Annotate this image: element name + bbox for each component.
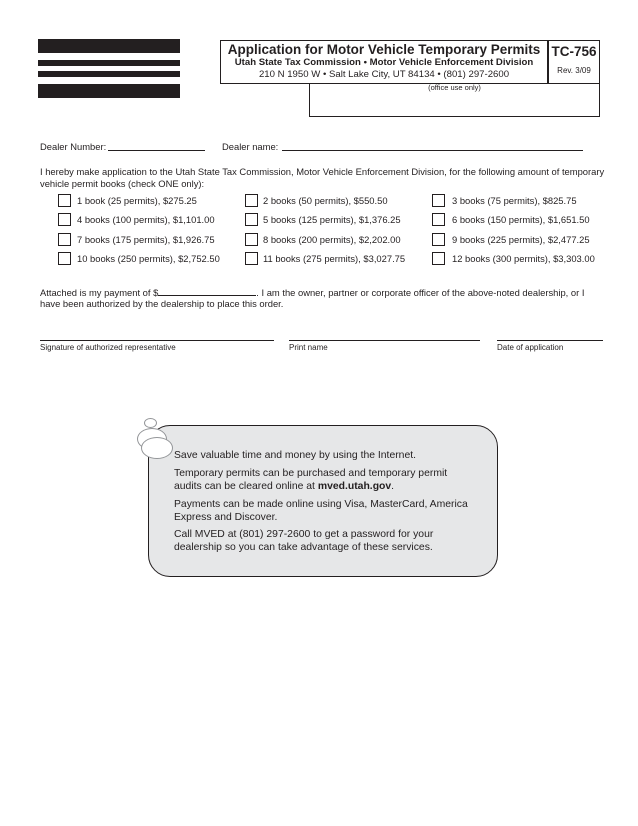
- option-checkbox[interactable]: [58, 233, 71, 246]
- date-label: Date of application: [497, 343, 564, 352]
- option-checkbox[interactable]: [432, 252, 445, 265]
- callout-paragraph: [174, 467, 474, 493]
- application-statement: I hereby make application to the Utah State Tax Commission, Motor Vehicle Enforcement Division, for the following amount of temporary vehicle permit books (check ONE only):: [40, 166, 605, 189]
- option-label: 2 books (50 permits), $550.50: [263, 195, 388, 206]
- payment-amount-field[interactable]: [158, 286, 256, 296]
- option-label: 9 books (225 permits), $2,477.25: [452, 234, 590, 245]
- dealer-name-label: Dealer name:: [222, 141, 279, 152]
- option-checkbox[interactable]: [432, 233, 445, 246]
- logo-bar: [38, 71, 180, 77]
- payment-suffix: . I am the owner, partner or corporate officer of the above-noted dealership, or I: [256, 287, 585, 298]
- option-label: 8 books (200 permits), $2,202.00: [263, 234, 401, 245]
- option-label: 1 book (25 permits), $275.25: [77, 195, 197, 206]
- callout-paragraph: Call MVED at (801) 297-2600 to get a password for your dealership so you can take advantage of these services.: [174, 529, 434, 553]
- payment-statement: [40, 286, 584, 298]
- dealer-name-field[interactable]: [282, 140, 583, 151]
- option-checkbox[interactable]: [58, 194, 71, 207]
- dealer-number-label: Dealer Number:: [40, 141, 107, 152]
- office-use-label: (office use only): [428, 83, 481, 92]
- callout-paragraph: Save valuable time and money by using the Internet.: [174, 450, 417, 461]
- option-checkbox[interactable]: [432, 213, 445, 226]
- print-name-label: Print name: [289, 343, 328, 352]
- option-label: 12 books (300 permits), $3,303.00: [452, 253, 595, 264]
- logo-bar: [38, 60, 180, 66]
- option-checkbox[interactable]: [245, 252, 258, 265]
- callout-text: Temporary permits can be purchased and temporary permit audits can be cleared online at: [174, 468, 448, 492]
- signature-label: Signature of authorized representative: [40, 343, 176, 352]
- logo-bar: [38, 39, 180, 53]
- form-revision: Rev. 3/09: [557, 66, 591, 75]
- option-label: 6 books (150 permits), $1,651.50: [452, 214, 590, 225]
- option-label: 4 books (100 permits), $1,101.00: [77, 214, 215, 225]
- print-name-field[interactable]: [289, 330, 480, 341]
- thought-bubble-icon: [141, 437, 173, 459]
- option-label: 3 books (75 permits), $825.75: [452, 195, 577, 206]
- website-link[interactable]: mved.utah.gov: [317, 481, 392, 492]
- callout-text: .: [391, 481, 395, 492]
- agency-address: 210 N 1950 W • Salt Lake City, UT 84134 • (801) 297-2600: [258, 69, 510, 80]
- option-label: 7 books (175 permits), $1,926.75: [77, 234, 215, 245]
- agency-name: Utah State Tax Commission • Motor Vehicle Enforcement Division: [234, 57, 534, 68]
- thought-bubble-icon: [144, 418, 157, 428]
- option-checkbox[interactable]: [245, 194, 258, 207]
- logo-bar: [38, 84, 180, 98]
- date-field[interactable]: [497, 330, 603, 341]
- option-checkbox[interactable]: [245, 213, 258, 226]
- form-number: TC-756: [551, 44, 597, 59]
- payment-prefix: Attached is my payment of $: [40, 287, 159, 298]
- option-label: 11 books (275 permits), $3,027.75: [263, 253, 406, 264]
- callout-paragraph: Payments can be made online using Visa, MasterCard, America Express and Discover.: [174, 499, 468, 523]
- signature-field[interactable]: [40, 330, 274, 341]
- form-title: Application for Motor Vehicle Temporary Permits: [227, 42, 541, 57]
- option-checkbox[interactable]: [432, 194, 445, 207]
- option-label: 10 books (250 permits), $2,752.50: [77, 253, 220, 264]
- option-checkbox[interactable]: [245, 233, 258, 246]
- option-label: 5 books (125 permits), $1,376.25: [263, 214, 401, 225]
- dealer-number-field[interactable]: [108, 140, 205, 151]
- option-checkbox[interactable]: [58, 213, 71, 226]
- payment-statement-line2: have been authorized by the dealership to place this order.: [40, 298, 284, 309]
- option-checkbox[interactable]: [58, 252, 71, 265]
